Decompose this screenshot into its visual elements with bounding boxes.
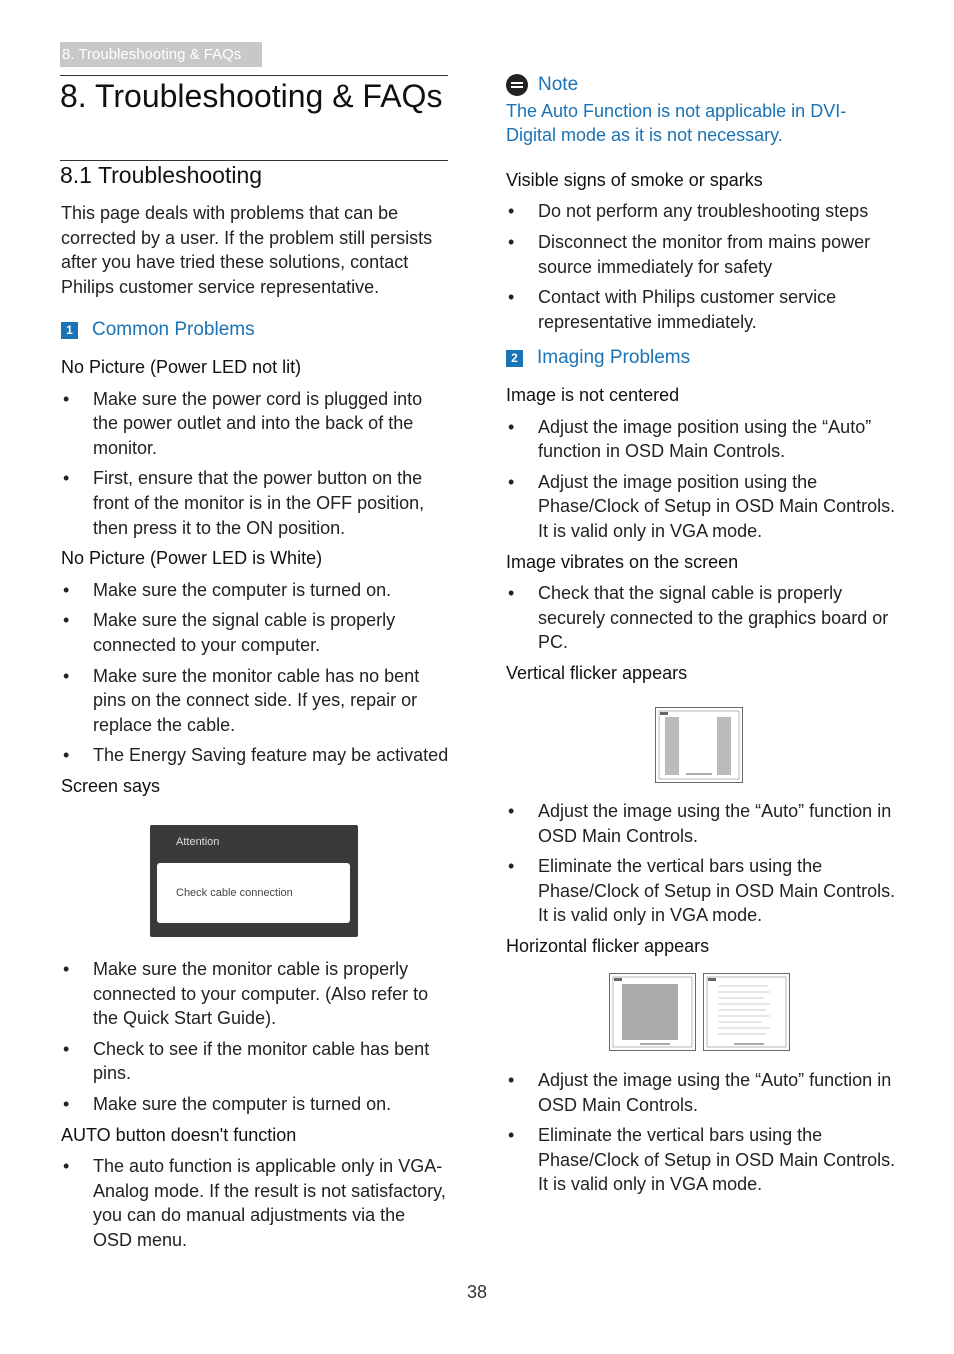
vertical-flicker-heading: Vertical flicker appears	[506, 662, 688, 683]
vertical-flicker-image	[655, 707, 743, 783]
section-rule	[60, 160, 448, 161]
common-problems-title: Common Problems	[92, 319, 255, 341]
list-item: • Adjust the image using the “Auto” function in OSD Main Controls.	[506, 1068, 896, 1117]
list-item: • Eliminate the vertical bars using the Phase/Clock of Setup in OSD Main Controls. It is valid only in VGA mode.	[506, 1123, 896, 1197]
note-heading	[506, 73, 896, 98]
note-icon	[506, 74, 528, 96]
imaging-problems-title: Imaging Problems	[537, 347, 691, 369]
list-item: • Make sure the computer is turned on.	[61, 1092, 449, 1117]
vertical-flicker-list	[506, 799, 896, 928]
list-item: • Check that the signal cable is properly securely connected to the graphics board or PC.	[506, 581, 896, 655]
horizontal-flicker-after-illustration	[704, 974, 789, 1050]
vibrates-list	[506, 581, 896, 655]
list-item: • Contact with Philips customer service representative immediately.	[506, 285, 896, 334]
not-centered-heading: Image is not centered	[506, 384, 680, 405]
screen-says-list	[61, 957, 449, 1117]
intro-paragraph: This page deals with problems that can be corrected by a user. If the problem still persists after you have tried these solutions, contact Philips customer service representative.	[61, 203, 433, 297]
right-column-lower	[506, 1068, 896, 1203]
not-centered-list	[506, 415, 896, 544]
list-item: • Eliminate the vertical bars using the Phase/Clock of Setup in OSD Main Controls. It is valid only in VGA mode.	[506, 854, 896, 928]
list-item: • Adjust the image position using the “Auto” function in OSD Main Controls.	[506, 415, 896, 464]
list-item: • Do not perform any troubleshooting steps	[506, 199, 896, 224]
imaging-problems-heading	[506, 346, 896, 371]
right-column-mid	[506, 799, 896, 959]
horizontal-flicker-before-illustration	[610, 974, 695, 1050]
section-number-badge: 2	[506, 350, 523, 367]
header-tab: 8. Troubleshooting & FAQs	[60, 42, 262, 67]
horizontal-flicker-image-before	[609, 973, 696, 1051]
list-item: • Adjust the image position using the Phase/Clock of Setup in OSD Main Controls. It is valid only in VGA mode.	[506, 470, 896, 544]
no-picture-white-list	[61, 578, 449, 768]
dialog-title: Attention	[176, 836, 220, 848]
list-item: • Make sure the signal cable is properly connected to your computer.	[61, 608, 449, 657]
list-item: • Make sure the monitor cable is properly connected to your computer. (Also refer to the Quick Start Guide).	[61, 957, 449, 1031]
left-column-lower	[61, 957, 449, 1259]
horizontal-flicker-list	[506, 1068, 896, 1197]
horizontal-flicker-image-after	[703, 973, 790, 1051]
common-problems-heading	[61, 318, 449, 343]
right-column	[506, 73, 896, 685]
smoke-list	[506, 199, 896, 334]
list-item: • Make sure the monitor cable has no bent pins on the connect side. If yes, repair or replace the cable.	[61, 664, 449, 738]
note-text: The Auto Function is not applicable in DVI-Digital mode as it is not necessary.	[506, 100, 847, 146]
list-item: • The Energy Saving feature may be activated	[61, 743, 449, 768]
dialog-message: Check cable connection	[176, 887, 293, 899]
list-item: • First, ensure that the power button on the front of the monitor is in the OFF position, then press it to the ON position.	[61, 466, 449, 540]
left-column	[61, 201, 449, 798]
list-item: • Adjust the image using the “Auto” function in OSD Main Controls.	[506, 799, 896, 848]
auto-list	[61, 1154, 449, 1252]
auto-heading: AUTO button doesn't function	[61, 1124, 297, 1145]
smoke-heading: Visible signs of smoke or sparks	[506, 169, 763, 190]
title-rule	[60, 75, 448, 76]
screen-says-heading: Screen says	[61, 775, 161, 796]
vibrates-heading: Image vibrates on the screen	[506, 551, 739, 572]
list-item: • Make sure the computer is turned on.	[61, 578, 449, 603]
horizontal-flicker-heading: Horizontal flicker appears	[506, 935, 710, 956]
list-item: • Make sure the power cord is plugged into the power outlet and into the back of the monitor.	[61, 387, 449, 461]
dialog-box	[157, 863, 350, 923]
vertical-flicker-illustration	[656, 708, 742, 782]
no-picture-white-heading: No Picture (Power LED is White)	[61, 548, 323, 569]
section-title: 8.1 Troubleshooting	[60, 162, 263, 188]
page-title: 8. Troubleshooting & FAQs	[60, 78, 443, 114]
list-item: • The auto function is applicable only in VGA-Analog mode. If the result is not satisfactory, you can do manual adjustments via the OSD menu.	[61, 1154, 449, 1252]
note-title: Note	[538, 74, 579, 95]
list-item: • Disconnect the monitor from mains power source immediately for safety	[506, 230, 896, 279]
section-number-badge: 1	[61, 322, 78, 339]
no-picture-off-heading: No Picture (Power LED not lit)	[61, 356, 302, 377]
page-number: 38	[466, 1282, 488, 1302]
no-picture-off-list	[61, 387, 449, 541]
attention-dialog-image	[150, 825, 358, 937]
list-item: • Check to see if the monitor cable has bent pins.	[61, 1037, 449, 1086]
